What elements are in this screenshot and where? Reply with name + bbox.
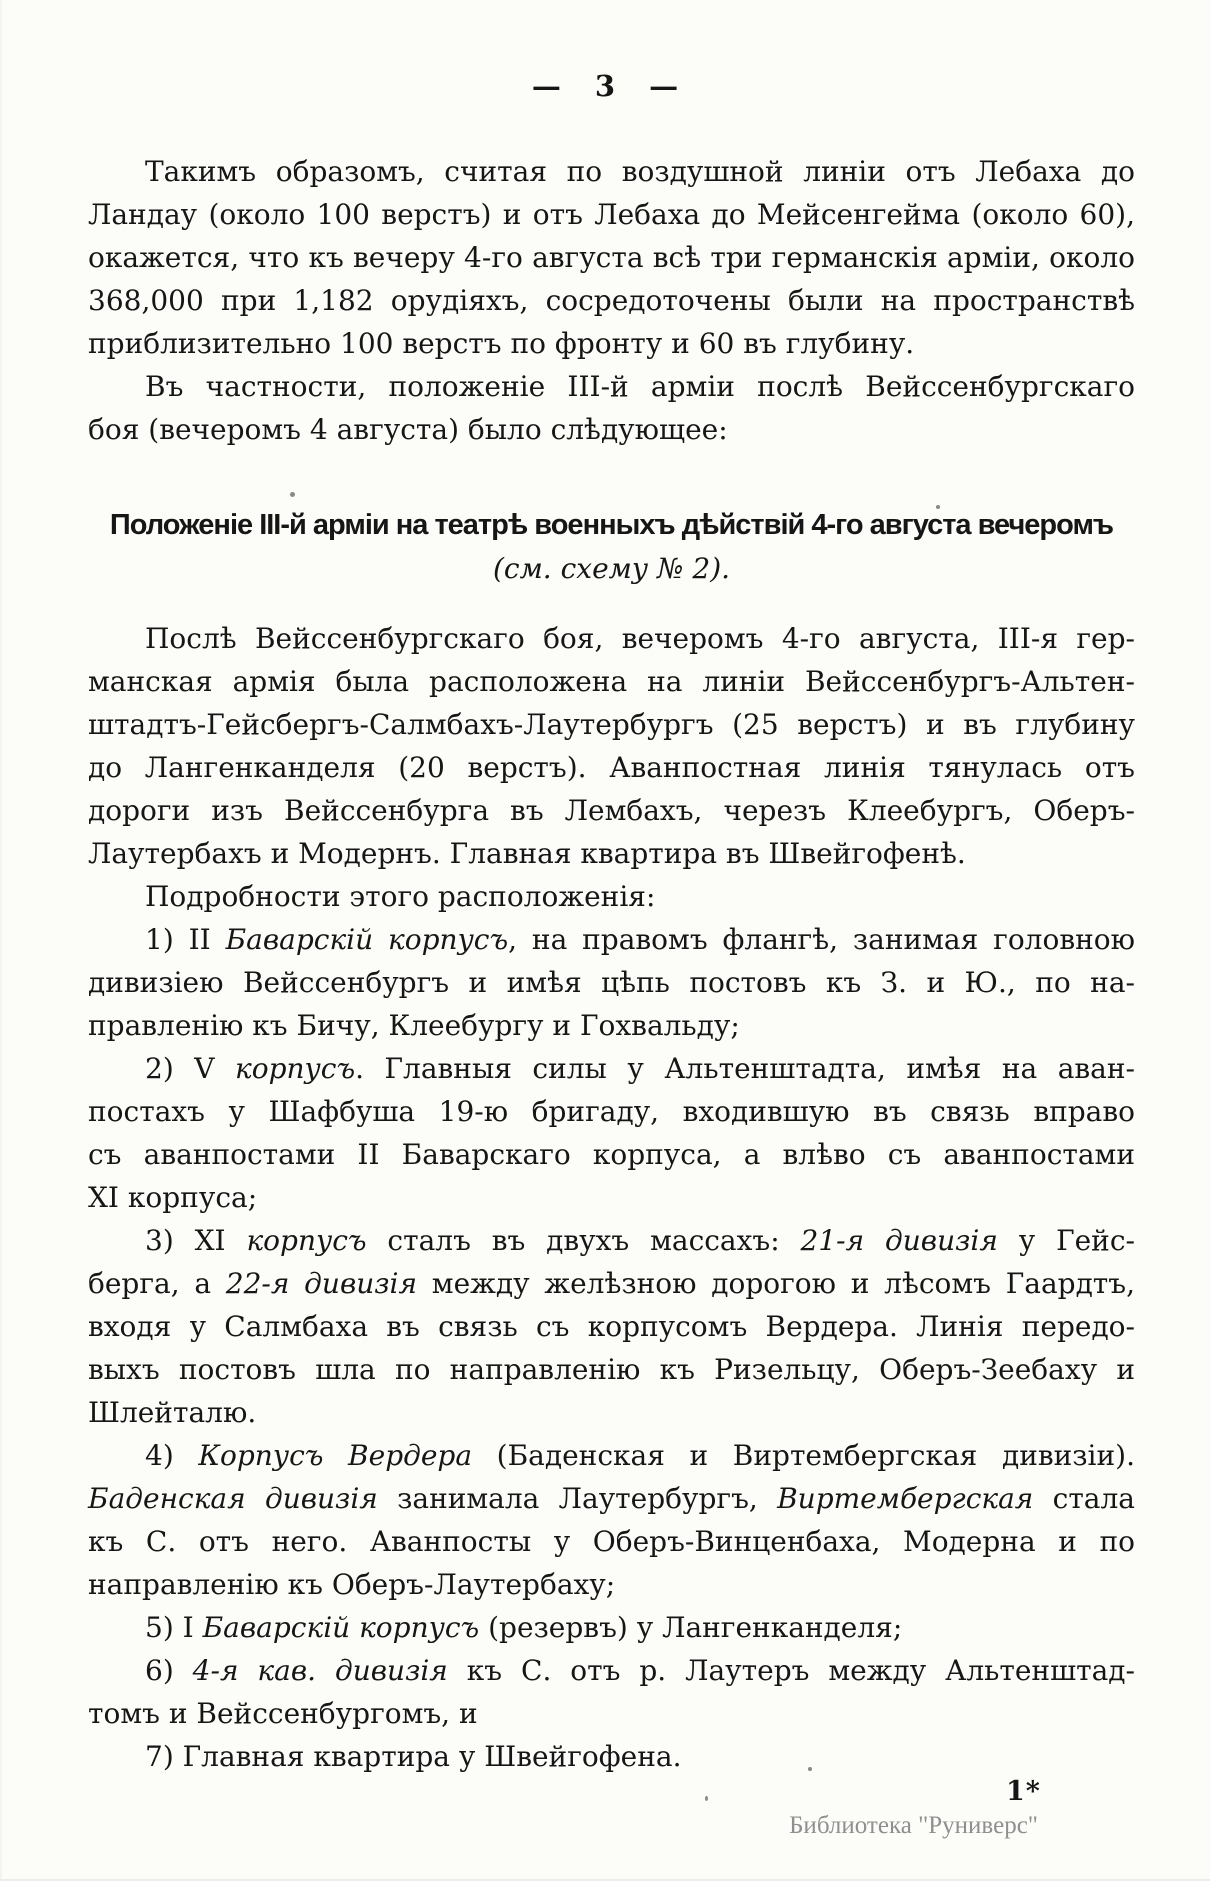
list-item-7 xyxy=(88,1735,1135,1778)
text-line xyxy=(88,1090,1135,1133)
italic-text-segment: Баварскій корпусъ xyxy=(202,1611,480,1644)
text-line xyxy=(88,365,1135,408)
page-number xyxy=(0,68,1210,104)
italic-text-segment: корпусъ xyxy=(234,1052,356,1085)
italic-text-segment: 21-я дивизія xyxy=(800,1224,998,1257)
text-segment: окажется, что къ вечеру 4-го августа всѣ три германскія арміи, около xyxy=(88,241,1135,274)
text-segment: стала xyxy=(1033,1482,1135,1515)
italic-text-segment: 22-я дивизія xyxy=(225,1267,418,1300)
text-segment: Въ частности, положеніе III-й арміи послѣ Вейссенбургскаго xyxy=(145,370,1135,403)
text-line xyxy=(88,1305,1135,1348)
text-segment: боя (вечеромъ 4 августа) было слѣдующее: xyxy=(88,413,728,446)
text-segment: 3) XI xyxy=(145,1224,247,1257)
text-segment: 5) I xyxy=(145,1611,203,1644)
text-line xyxy=(88,1219,1135,1262)
text-segment: къ С. отъ него. Аванпосты у Оберъ-Винценбаха, Модерна и по xyxy=(88,1525,1135,1558)
text-line xyxy=(88,875,1135,918)
text-segment: занимала Лаутербургъ, xyxy=(377,1482,778,1515)
paragraph-distances xyxy=(88,150,1135,365)
text-line xyxy=(88,150,1135,193)
text-segment: 7) Главная квартира у Швейгофена. xyxy=(145,1740,682,1773)
page-number-dash-left: — xyxy=(531,69,561,103)
text-segment: Такимъ образомъ, считая по воздушной линіи отъ Лебаха до xyxy=(145,155,1135,188)
text-line xyxy=(88,193,1135,236)
text-line xyxy=(88,1735,1135,1778)
text-line xyxy=(88,1563,1135,1606)
text-segment: Лаутербахъ и Модернъ. Главная квартира въ Швейгофенѣ. xyxy=(88,837,966,870)
list-item-5 xyxy=(88,1606,1135,1649)
text-line xyxy=(88,789,1135,832)
text-segment: манская армія была расположена на линіи Вейссенбургъ-Альтен- xyxy=(88,665,1135,698)
text-segment: съ аванпостами II Баварскаго корпуса, а влѣво съ аванпостами xyxy=(88,1138,1135,1171)
text-segment: дивизіею Вейссенбургъ и имѣя цѣпь постовъ къ З. и Ю., по на- xyxy=(88,966,1135,999)
scan-speck xyxy=(808,1767,812,1771)
list-item-2 xyxy=(88,1047,1135,1219)
text-segment: дороги изъ Вейссенбурга въ Лембахъ, черезъ Клеебургъ, Оберъ- xyxy=(88,794,1135,827)
text-segment: 368,000 при 1,182 орудіяхъ, сосредоточены были на пространствѣ xyxy=(88,284,1135,317)
text-segment: 6) xyxy=(145,1654,193,1687)
text-segment: (резервъ) у Лангенканделя; xyxy=(479,1611,903,1644)
text-segment: томъ и Вейссенбургомъ, и xyxy=(88,1697,478,1730)
text-segment: 2) V xyxy=(145,1052,235,1085)
text-segment: XI корпуса; xyxy=(88,1181,258,1214)
text-line xyxy=(88,1262,1135,1305)
text-line xyxy=(88,1649,1135,1692)
scan-speck xyxy=(936,505,940,509)
text-segment: между желѣзною дорогою и лѣсомъ Гаардтъ, xyxy=(417,1267,1136,1300)
text-line xyxy=(88,1176,1135,1219)
text-line xyxy=(88,746,1135,789)
italic-text-segment: 4-я кав. дивизія xyxy=(192,1654,448,1687)
list-item-4 xyxy=(88,1434,1135,1606)
text-line xyxy=(88,322,1135,365)
text-segment: (Баденская и Виртембергская дивизіи). xyxy=(472,1439,1135,1472)
list-item-6 xyxy=(88,1649,1135,1735)
text-line xyxy=(88,961,1135,1004)
text-segment: входя у Салмбаха въ связь съ корпусомъ Вердера. Линія передо- xyxy=(88,1310,1135,1343)
scan-speck xyxy=(290,492,295,497)
text-segment: у Гейс- xyxy=(997,1224,1135,1257)
text-line xyxy=(88,279,1135,322)
text-line xyxy=(88,1047,1135,1090)
library-watermark: Библиотека "Руниверс" xyxy=(789,1812,1038,1839)
text-segment: сталъ въ двухъ массахъ: xyxy=(366,1224,801,1257)
text-line xyxy=(88,1434,1135,1477)
text-segment: постахъ у Шафбуша 19-ю бригаду, входившую въ связь вправо xyxy=(88,1095,1135,1128)
page-number-dash-right: — xyxy=(649,69,679,103)
text-line xyxy=(88,1004,1135,1047)
text-segment: Ландау (около 100 верстъ) и отъ Лебаха до Мейсенгейма (около 60), xyxy=(88,198,1135,231)
text-line xyxy=(88,832,1135,875)
italic-text-segment: Виртембергская xyxy=(777,1482,1034,1515)
text-segment: правленію къ Бичу, Клеебургу и Гохвальду; xyxy=(88,1009,740,1042)
text-segment: направленію къ Оберъ-Лаутербаху; xyxy=(88,1568,616,1601)
text-segment: къ С. отъ р. Лаутеръ между Альтенштад- xyxy=(447,1654,1135,1687)
paragraph-details-lead xyxy=(88,875,1135,918)
text-segment: приблизительно 100 верстъ по фронту и 60 въ глубину. xyxy=(88,327,915,360)
text-segment: 1) II xyxy=(145,923,226,956)
list-item-1 xyxy=(88,918,1135,1047)
paragraph-army-position xyxy=(88,617,1135,875)
text-segment: , на правомъ флангѣ, занимая головною xyxy=(508,923,1135,956)
text-line xyxy=(88,1520,1135,1563)
text-line xyxy=(88,408,1135,451)
italic-text-segment: корпусъ xyxy=(246,1224,367,1257)
text-segment: Подробности этого расположенія: xyxy=(145,880,656,913)
text-segment: штадтъ-Гейсбергъ-Салмбахъ-Лаутербургъ (25 верстъ) и въ глубину xyxy=(88,708,1135,741)
text-segment: берга, а xyxy=(88,1267,226,1300)
text-line xyxy=(88,1348,1135,1391)
text-line xyxy=(88,1477,1135,1520)
list-item-3 xyxy=(88,1219,1135,1434)
text-line xyxy=(88,1692,1135,1735)
section-subtitle-text: (см. схему № 2). xyxy=(492,552,731,585)
text-line xyxy=(88,703,1135,746)
text-segment: Послѣ Вейссенбургскаго боя, вечеромъ 4-го августа, III-я гер- xyxy=(145,622,1135,655)
text-line xyxy=(88,1391,1135,1434)
text-line xyxy=(88,1133,1135,1176)
text-segment: Шлейталю. xyxy=(88,1396,257,1429)
section-subtitle xyxy=(88,547,1135,590)
text-segment: выхъ постовъ шла по направленію къ Ризельцу, Оберъ-Зеебаху и xyxy=(88,1353,1135,1386)
text-segment: . Главныя силы у Альтенштадта, имѣя на аван- xyxy=(355,1052,1135,1085)
paragraph-third-army-intro xyxy=(88,365,1135,451)
document-blocks xyxy=(88,150,1135,1778)
text-line xyxy=(88,918,1135,961)
italic-text-segment: Корпусъ Вердера xyxy=(198,1439,473,1472)
italic-text-segment: Баварскій корпусъ xyxy=(225,923,509,956)
page-number-value: 3 xyxy=(594,69,616,103)
text-segment: до Лангенканделя (20 верстъ). Аванпостная линія тянулась отъ xyxy=(88,751,1135,784)
section-heading xyxy=(88,503,1135,547)
text-line xyxy=(88,1606,1135,1649)
italic-text-segment: Баденская дивизія xyxy=(88,1482,378,1515)
section-heading-text: Положеніе III-й арміи на театрѣ военныхъ дѣйствій 4-го августа вечеромъ xyxy=(109,509,1114,541)
text-line xyxy=(88,617,1135,660)
text-segment: 4) xyxy=(145,1439,199,1472)
signature-mark: 1* xyxy=(1006,1776,1041,1807)
text-line xyxy=(88,660,1135,703)
text-line xyxy=(88,236,1135,279)
scan-speck xyxy=(705,1796,708,1801)
